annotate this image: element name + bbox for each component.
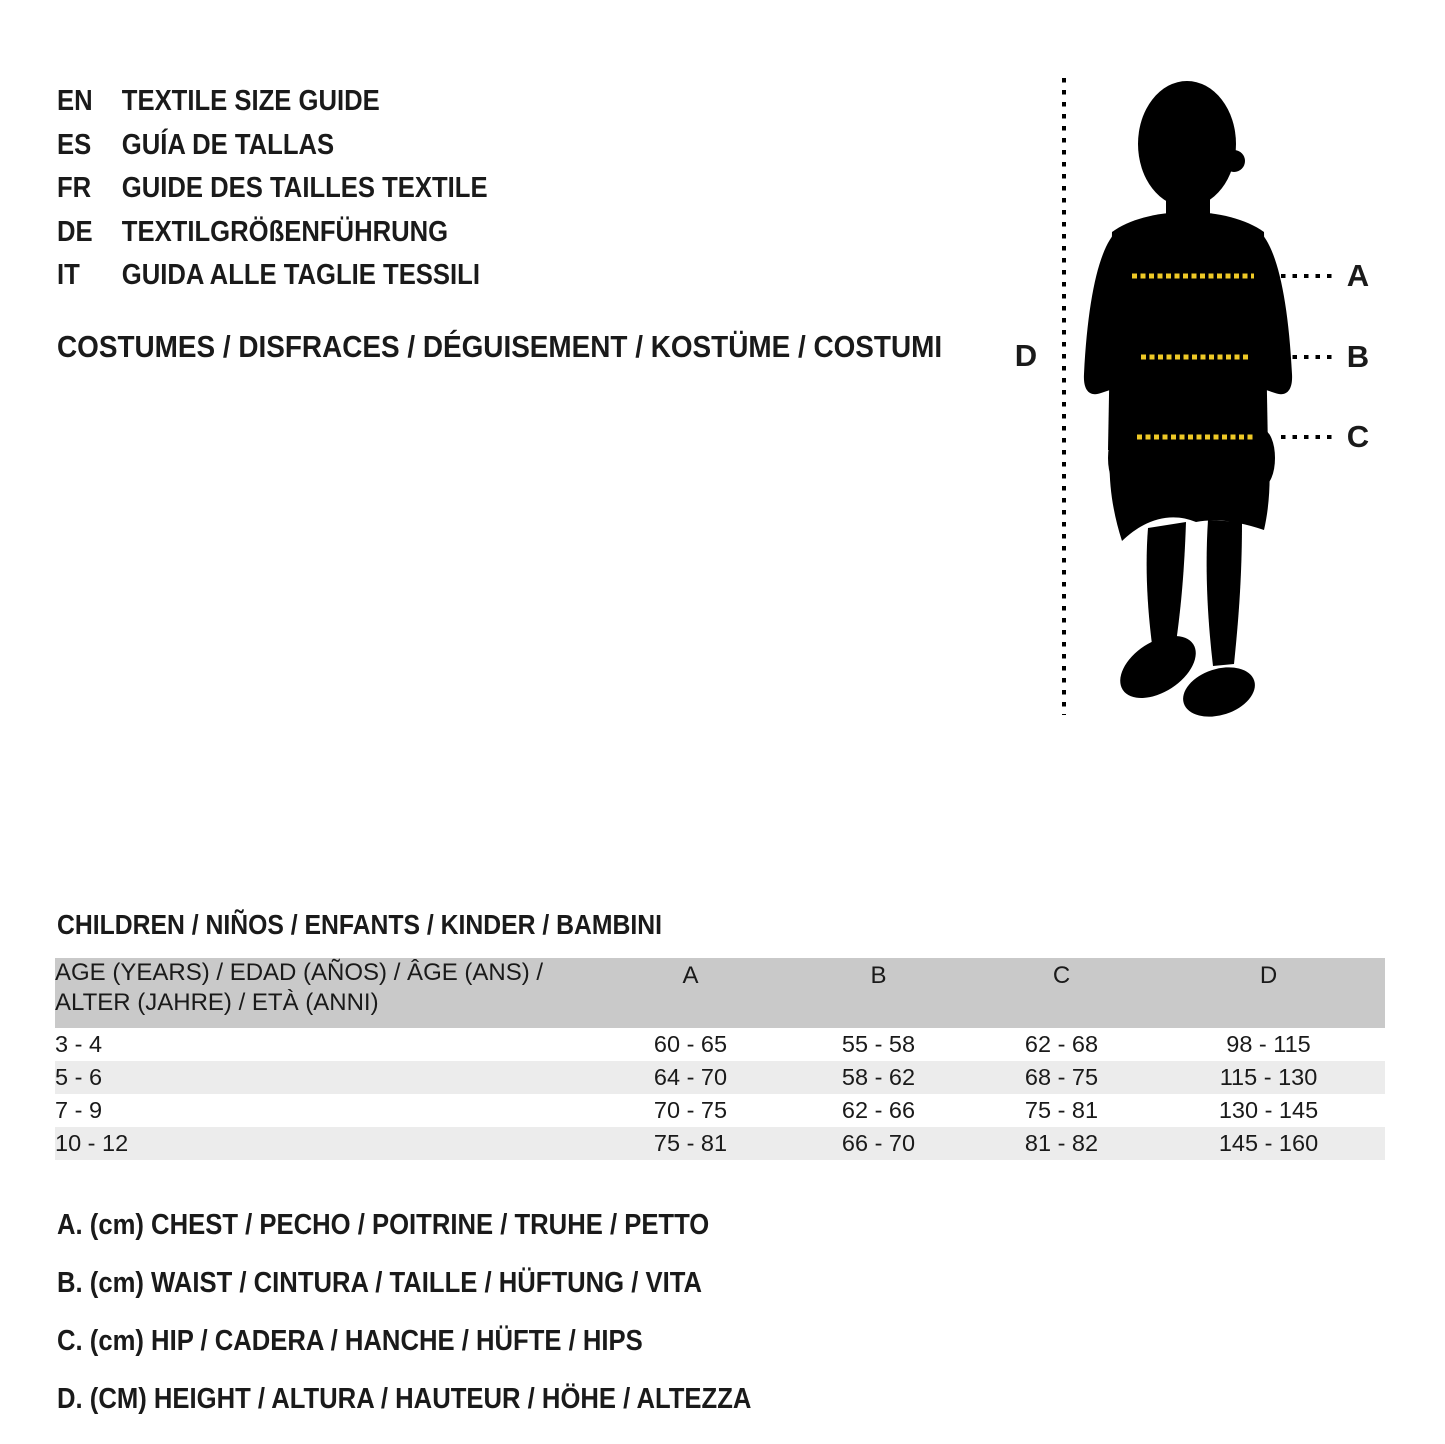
age-cell: 3 - 4 bbox=[55, 1031, 103, 1057]
age-header-line2: ALTER (JAHRE) / ETÀ (ANNI) bbox=[55, 989, 379, 1016]
age-cell: 7 - 9 bbox=[55, 1097, 103, 1123]
language-title-block bbox=[57, 80, 488, 298]
value-cell-c: 81 - 82 bbox=[971, 1127, 1152, 1160]
value-cell-a: 60 - 65 bbox=[653, 1031, 728, 1057]
category-title: COSTUMES / DISFRACES / DÉGUISEMENT / KOSTÜME / COSTUMI bbox=[57, 329, 943, 364]
value-cell-b: 62 - 66 bbox=[841, 1097, 916, 1123]
value-cell-d: 115 - 130 bbox=[1152, 1061, 1385, 1094]
lang-label-en: TEXTILE SIZE GUIDE bbox=[121, 85, 380, 117]
lang-label-de: TEXTILGRÖßENFÜHRUNG bbox=[121, 215, 449, 248]
value-cell-a: 75 - 81 bbox=[595, 1127, 786, 1160]
value-cell-d: 145 - 160 bbox=[1152, 1127, 1385, 1160]
value-cell-c: 68 - 75 bbox=[971, 1061, 1152, 1094]
lang-label-es: GUÍA DE TALLAS bbox=[121, 128, 335, 161]
lang-code-fr: FR bbox=[57, 172, 92, 204]
lang-code-de: DE bbox=[57, 215, 93, 248]
child-silhouette-graphic bbox=[1000, 60, 1400, 725]
table-row bbox=[55, 1061, 1385, 1094]
value-cell-b: 66 - 70 bbox=[786, 1127, 971, 1160]
value-cell-c: 62 - 68 bbox=[1024, 1031, 1099, 1057]
lang-row-it bbox=[57, 254, 488, 298]
measurement-label-c: C bbox=[1346, 419, 1370, 454]
measurement-label-d: D bbox=[1014, 338, 1038, 373]
children-size-table bbox=[55, 958, 1385, 1160]
legend-line-chest: A. (cm) CHEST / PECHO / POITRINE / TRUHE / PETTO bbox=[57, 1209, 710, 1241]
lang-code-es: ES bbox=[57, 128, 92, 161]
table-header-row bbox=[55, 958, 1385, 1028]
column-header-a: A bbox=[595, 958, 786, 1028]
table-row bbox=[55, 1094, 1385, 1127]
column-header-c: C bbox=[971, 958, 1152, 1028]
measurement-label-a: A bbox=[1346, 258, 1370, 293]
lang-code-it: IT bbox=[57, 259, 80, 291]
child-silhouette bbox=[1084, 81, 1292, 725]
measurement-legend bbox=[57, 1196, 751, 1428]
table-row bbox=[55, 1127, 1385, 1160]
lang-row-fr bbox=[57, 167, 488, 211]
value-cell-b: 55 - 58 bbox=[841, 1031, 916, 1057]
value-cell-a: 70 - 75 bbox=[653, 1097, 728, 1123]
value-cell-c: 75 - 81 bbox=[1024, 1097, 1099, 1123]
column-header-b: B bbox=[786, 958, 971, 1028]
legend-line-waist: B. (cm) WAIST / CINTURA / TAILLE / HÜFTUNG / VITA bbox=[57, 1267, 703, 1299]
table-row bbox=[55, 1028, 1385, 1061]
age-header-line1: AGE (YEARS) / EDAD (AÑOS) / ÂGE (ANS) / bbox=[55, 959, 544, 986]
value-cell-d: 98 - 115 bbox=[1226, 1031, 1311, 1057]
lang-row-es bbox=[57, 124, 488, 168]
lang-label-fr: GUIDE DES TAILLES TEXTILE bbox=[121, 172, 488, 204]
lang-row-de bbox=[57, 211, 488, 255]
age-cell: 5 - 6 bbox=[55, 1061, 595, 1094]
lang-label-it: GUIDA ALLE TAGLIE TESSILI bbox=[121, 259, 480, 291]
legend-line-height: D. (CM) HEIGHT / ALTURA / HAUTEUR / HÖHE / ALTEZZA bbox=[57, 1383, 752, 1415]
section-title-children: CHILDREN / NIÑOS / ENFANTS / KINDER / BAMBINI bbox=[57, 909, 663, 940]
lang-row-en bbox=[57, 80, 488, 124]
legend-line-hip: C. (cm) HIP / CADERA / HANCHE / HÜFTE / HIPS bbox=[57, 1325, 643, 1357]
size-figure bbox=[1000, 60, 1400, 725]
value-cell-b: 58 - 62 bbox=[786, 1061, 971, 1094]
age-column-header bbox=[55, 958, 595, 1028]
column-header-d: D bbox=[1152, 958, 1385, 1028]
value-cell-a: 64 - 70 bbox=[595, 1061, 786, 1094]
age-cell: 10 - 12 bbox=[55, 1127, 595, 1160]
value-cell-d: 130 - 145 bbox=[1218, 1097, 1319, 1123]
measurement-label-b: B bbox=[1346, 339, 1370, 374]
lang-code-en: EN bbox=[57, 85, 93, 117]
